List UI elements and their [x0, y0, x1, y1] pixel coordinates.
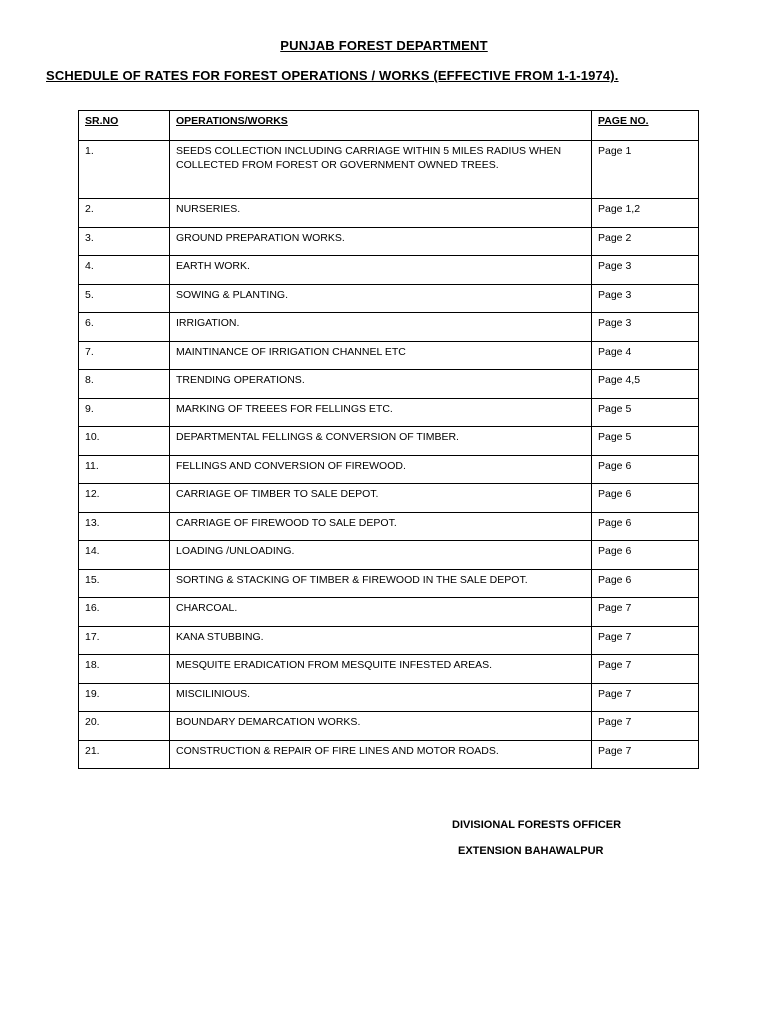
operation-cell: CARRIAGE OF TIMBER TO SALE DEPOT.	[170, 484, 592, 513]
sr-no-cell: 12.	[79, 484, 170, 513]
page-subtitle: SCHEDULE OF RATES FOR FOREST OPERATIONS / WORKS (EFFECTIVE FROM 1-1-1974).	[46, 68, 619, 83]
page-no-cell: Page 7	[592, 740, 699, 769]
column-header-sr-no: SR.NO	[79, 111, 170, 141]
table-row	[79, 256, 699, 285]
page-no-cell: Page 7	[592, 626, 699, 655]
sr-no-cell: 5.	[79, 284, 170, 313]
sr-no-cell: 21.	[79, 740, 170, 769]
sr-no-cell: 15.	[79, 569, 170, 598]
page-no-cell: Page 7	[592, 683, 699, 712]
page-no-cell: Page 3	[592, 256, 699, 285]
sr-no-cell: 8.	[79, 370, 170, 399]
page-no-cell: Page 6	[592, 512, 699, 541]
table-row	[79, 398, 699, 427]
sr-no-cell: 13.	[79, 512, 170, 541]
page-no-cell: Page 6	[592, 541, 699, 570]
page-no-cell: Page 4	[592, 341, 699, 370]
operation-cell: MAINTINANCE OF IRRIGATION CHANNEL ETC	[170, 341, 592, 370]
page-no-cell: Page 5	[592, 427, 699, 456]
operation-cell: DEPARTMENTAL FELLINGS & CONVERSION OF TIMBER.	[170, 427, 592, 456]
table-row	[79, 227, 699, 256]
operation-cell: MESQUITE ERADICATION FROM MESQUITE INFESTED AREAS.	[170, 655, 592, 684]
page-no-cell: Page 6	[592, 569, 699, 598]
operation-cell: TRENDING OPERATIONS.	[170, 370, 592, 399]
table-row	[79, 284, 699, 313]
sr-no-cell: 3.	[79, 227, 170, 256]
page-no-cell: Page 3	[592, 313, 699, 342]
sr-no-cell: 19.	[79, 683, 170, 712]
operation-cell: IRRIGATION.	[170, 313, 592, 342]
operation-cell: SORTING & STACKING OF TIMBER & FIREWOOD IN THE SALE DEPOT.	[170, 569, 592, 598]
sr-no-cell: 1.	[79, 141, 170, 199]
table-row	[79, 655, 699, 684]
table-row	[79, 370, 699, 399]
operation-cell: NURSERIES.	[170, 199, 592, 228]
sr-no-cell: 6.	[79, 313, 170, 342]
sr-no-cell: 2.	[79, 199, 170, 228]
table-row	[79, 569, 699, 598]
column-header-operations: OPERATIONS/WORKS	[170, 111, 592, 141]
sr-no-cell: 10.	[79, 427, 170, 456]
operation-cell: KANA STUBBING.	[170, 626, 592, 655]
sr-no-cell: 18.	[79, 655, 170, 684]
table-row	[79, 626, 699, 655]
page-no-cell: Page 4,5	[592, 370, 699, 399]
table-row	[79, 199, 699, 228]
page-no-cell: Page 6	[592, 455, 699, 484]
table-row	[79, 683, 699, 712]
page-no-cell: Page 2	[592, 227, 699, 256]
page-no-cell: Page 1	[592, 141, 699, 199]
operation-cell: EARTH WORK.	[170, 256, 592, 285]
operation-cell: GROUND PREPARATION WORKS.	[170, 227, 592, 256]
operation-cell: SEEDS COLLECTION INCLUDING CARRIAGE WITHIN 5 MILES RADIUS WHEN COLLECTED FROM FOREST OR GOVERNMENT OWNED TREES.	[170, 141, 592, 199]
page-no-cell: Page 1,2	[592, 199, 699, 228]
page-no-cell: Page 3	[592, 284, 699, 313]
table-header-row	[79, 111, 699, 141]
sr-no-cell: 11.	[79, 455, 170, 484]
table-row	[79, 341, 699, 370]
table-row	[79, 598, 699, 627]
page-no-cell: Page 6	[592, 484, 699, 513]
sr-no-cell: 16.	[79, 598, 170, 627]
page-no-cell: Page 7	[592, 598, 699, 627]
operation-cell: MARKING OF TREEES FOR FELLINGS ETC.	[170, 398, 592, 427]
table-row	[79, 427, 699, 456]
table-row	[79, 740, 699, 769]
sr-no-cell: 17.	[79, 626, 170, 655]
sr-no-cell: 20.	[79, 712, 170, 741]
page-no-cell: Page 5	[592, 398, 699, 427]
signature-title: DIVISIONAL FORESTS OFFICER	[452, 819, 622, 831]
table-row	[79, 141, 699, 199]
operation-cell: CARRIAGE OF FIREWOOD TO SALE DEPOT.	[170, 512, 592, 541]
page-no-cell: Page 7	[592, 655, 699, 684]
signature-office: EXTENSION BAHAWALPUR	[458, 845, 604, 857]
sr-no-cell: 9.	[79, 398, 170, 427]
page-title: PUNJAB FOREST DEPARTMENT	[280, 38, 488, 53]
operation-cell: CHARCOAL.	[170, 598, 592, 627]
operation-cell: LOADING /UNLOADING.	[170, 541, 592, 570]
page-no-cell: Page 7	[592, 712, 699, 741]
table-row	[79, 712, 699, 741]
table-row	[79, 512, 699, 541]
schedule-table	[78, 110, 699, 769]
sr-no-cell: 4.	[79, 256, 170, 285]
column-header-page-no: PAGE NO.	[592, 111, 699, 141]
operation-cell: BOUNDARY DEMARCATION WORKS.	[170, 712, 592, 741]
operation-cell: FELLINGS AND CONVERSION OF FIREWOOD.	[170, 455, 592, 484]
operation-cell: CONSTRUCTION & REPAIR OF FIRE LINES AND MOTOR ROADS.	[170, 740, 592, 769]
table-row	[79, 313, 699, 342]
operation-cell: SOWING & PLANTING.	[170, 284, 592, 313]
operation-cell: MISCILINIOUS.	[170, 683, 592, 712]
table-row	[79, 541, 699, 570]
sr-no-cell: 14.	[79, 541, 170, 570]
table-row	[79, 455, 699, 484]
table-row	[79, 484, 699, 513]
sr-no-cell: 7.	[79, 341, 170, 370]
